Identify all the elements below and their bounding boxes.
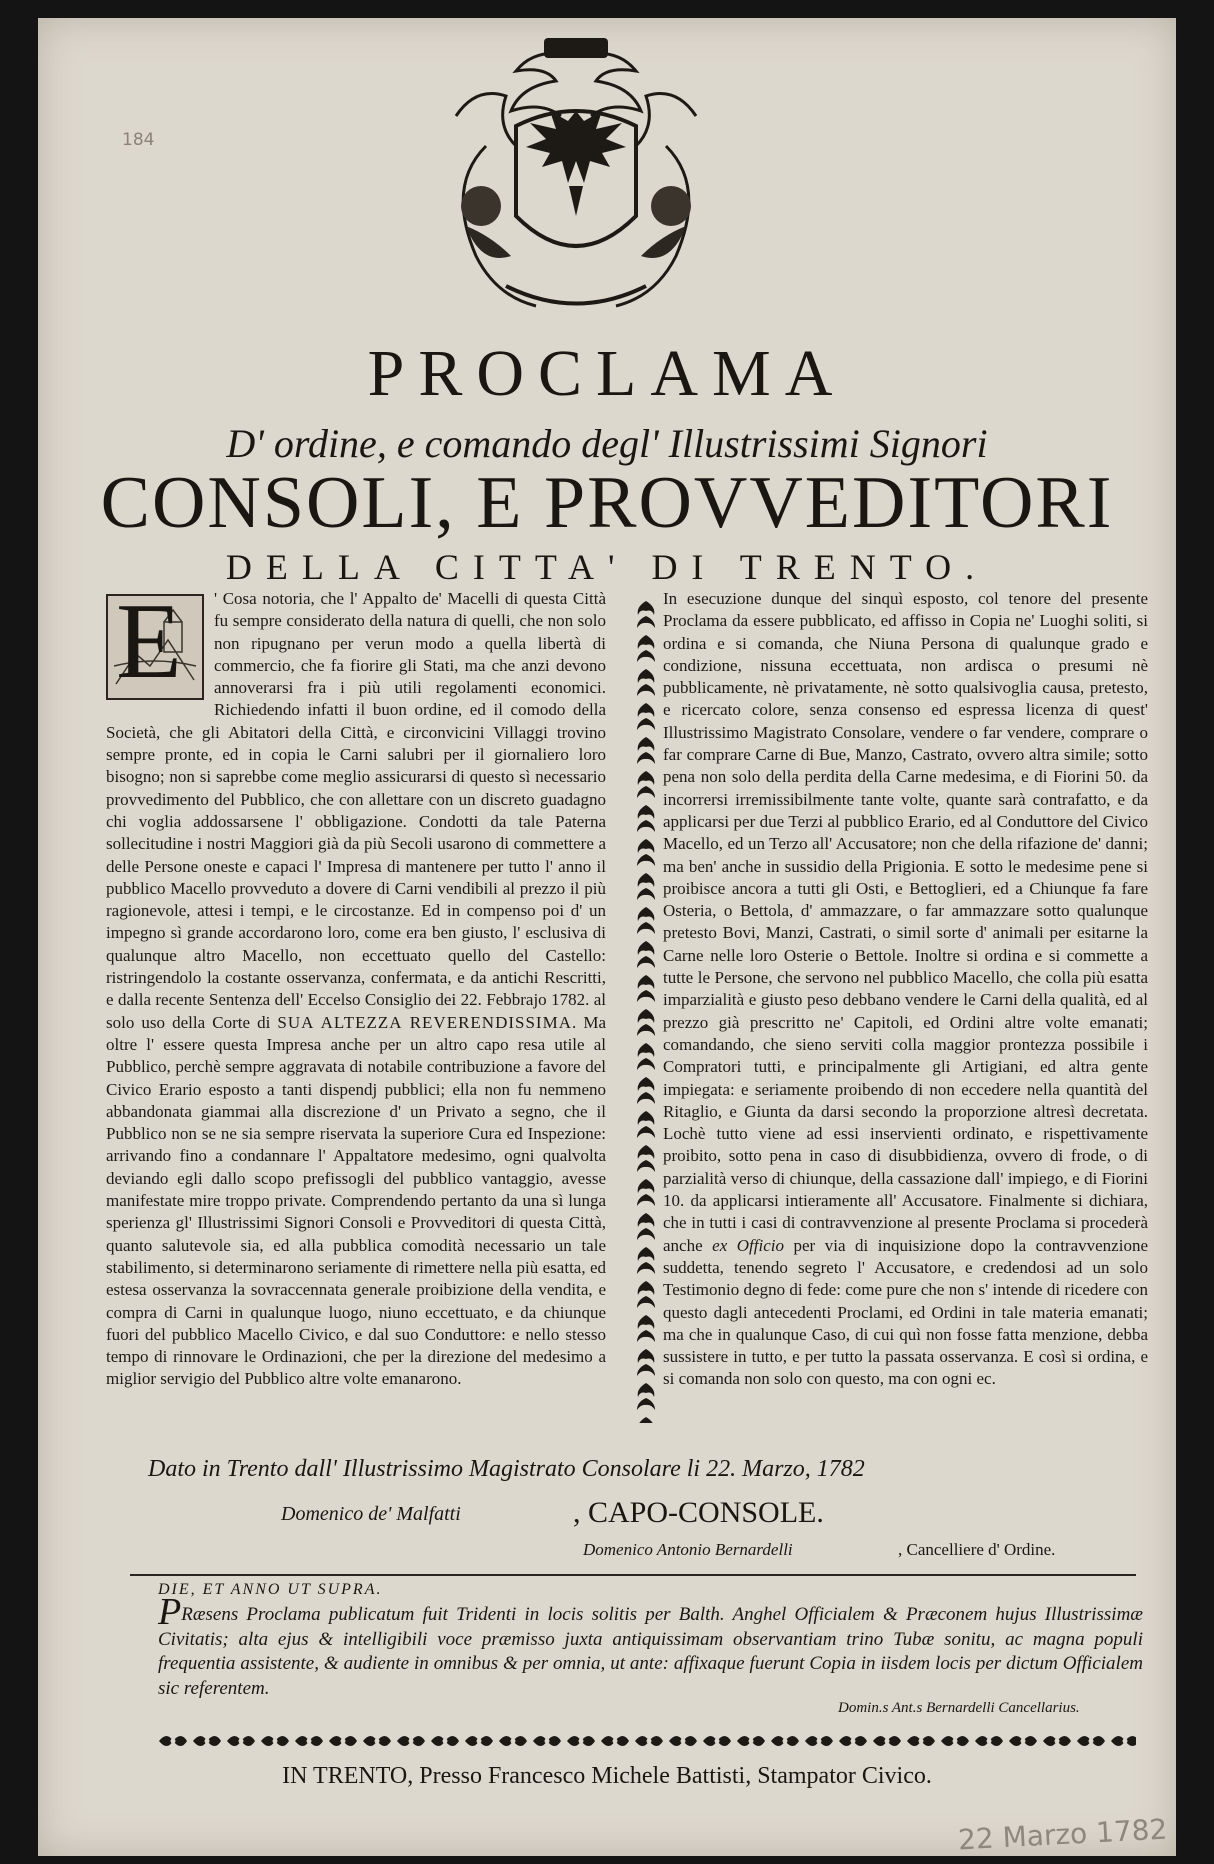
consuls-heading: CONSOLI, E PROVVEDITORI [100, 462, 1114, 544]
dated-line: Dato in Trento dall' Illustrissimo Magistrato Consolare li 22. Marzo, 1782 [148, 1456, 865, 1482]
cancelliere-title: , Cancelliere d' Ordine. [898, 1540, 1056, 1559]
left-rest-paragraph: . Ma oltre l' essere questa Impresa anche per un altro capo resa utile al Pubblico, perchè sempre aggravata di notabile contribuzione a favore del Civico Erario esposto a tanti dispendj pubblici; ella non fu nemmeno abbandonata giammai alla discrezione d' un Privato a segno, che il Pubblico non se ne sia sempre riservata la superiore Cura ed Inspezione: arrivando fino a condannare l' Appaltatore medesimo, ogni qualvolta deviando egli dallo scopo prefissogli del pubblico vantaggio, avesse manifestate mire troppo private. Comprendendo pertanto da una sì lunga sperienza gl' Illustrissimi Signori Consoli e Provveditori di questa Città, quanto salutevole sia, ed alla pubblica comodità necessario un tale stabilimento, si determinarono seriamente di rimettere nella più esatta, ed estesa osservanza la sovraccennata generale proibizione della vendita, e compra di Carni in qualunque luogo, niuno eccettuato, e da chiunque fuori del pubblico Macello Civico, e dal suo Conduttore: e nello stesso tempo di rinnovare le Ordinazioni, che per la direzione del medesimo a miglior servigio del Pubblico altre volte emanarono. [106, 1012, 606, 1389]
right-italic-phrase: ex Officio [712, 1235, 784, 1255]
latin-text: Ræsens Proclama publicatum fuit Tridenti in locis solitis per Balth. Anghel Officialem & Præconem hujus Illustrissimæ Civitatis; alta ejus & intelligibili voce præmisso juxta antiquissimam observantiam trino Tubæ sonitu, ac magna populi frequentia assistente, & audiente in omnibus & per omnia, ut ante: affixaque fuerunt Copia in iisdem locis per dictum Officialem sic referentem. [158, 1604, 1143, 1699]
proclamation-sheet [38, 18, 1176, 1856]
city-heading: DELLA CITTA' DI TRENTO. [225, 547, 989, 587]
illuminated-initial [106, 594, 204, 700]
printer-imprint: IN TRENTO, Presso Francesco Michele Battisti, Stampator Civico. [282, 1763, 932, 1789]
section-divider [130, 1574, 1136, 1576]
left-column-text [106, 588, 606, 1428]
signature-bernardelli: Domenico Antonio Bernardelli [583, 1540, 793, 1559]
dropcap-letter: E [116, 594, 182, 700]
right-paragraph-a: In esecuzione dunque del sinquì esposto, col tenore del presente Proclama da essere pubblicato, ed affisso in Copia ne' Luoghi soliti, si ordina e si comanda, che Niuna Persona di qualunque grado e condizione, nissuna eccettuata, non ardisca o presumi nè pubblicamente, nè privatamente, nè sotto qualsivoglia causa, pretesto, e ricercato colore, senza consenso ed espressa licenza di quest' Illustrissimo Magistrato Consolare, vendere o far vendere, comprare o far comprare Carne di Bue, Manzo, Castrato, ovvero altra simile; sotto pena non solo della perdita della Carne medesima, e di Fiorini 50. da incorrersi irremissibilmente tante volte, quante sarà contrafatto, e da applicarsi per due Terzi al pubblico Erario, ed al Conduttore del Civico Macello, ed un Terzo all' Accusatore; non che della rifazione de' danni; ma ben' anche in sussidio della Prigionia. E sotto le medesime pene si proibisce ancora a tutti gli Osti, e Bettoglieri, ed a Chiunque fa fare Osteria, o Bettola, d' ammazzare, o far ammazzare sotto qualunque pretesto Bovi, Manzi, Castrati, o simil sorte d' animali per esitarne la Carne nelle loro Osterie o Bettole. Inoltre si ordina e si commette a tutte le Persone, che servono nel pubblico Macello, che colla più esatta imparzialità e giusto peso debbano vendere le Carni della qualità, ed al prezzo già prescritto ne' Capitoli, ed Ordini altre volte emanati; comandando, che sieno serviti colla maggior prontezza possibile i Compratori tutti, e principalmente gli Artigiani, ed altra gente impiegata: e seriamente proibendo di non eccedere nella quantità del Ritaglio, e Giunta da darsi secondo la proporzione altresì decretata. Lochè tutto viene ad essi inservienti ordinato, e rispettivamente proibito, sotto pena in caso di disubbidienza, ovvero di frode, o di parzialità verso di chiunque, della cassazione dall' impiego, e di Fiorini 10. da applicarsi intieramente all' Accusatore. Finalmente si dichiara, che in tutti i casi di contravvenzione al presente Proclama si procederà anche [663, 589, 1148, 1255]
right-column-text [663, 588, 1148, 1428]
signature-malfatti: Domenico de' Malfatti [281, 1503, 461, 1525]
order-subtitle: D' ordine, e comando degl' Illustrissimi Signori [226, 421, 988, 466]
left-caps-phrase: SUA ALTEZZA REVERENDISSIMA [277, 1012, 572, 1032]
left-lead-paragraph: ' Cosa notoria, che l' Appalto de' Macelli di questa Città fu sempre considerato della natura di quelli, che non solo non ripugnano per verun modo a quella libertà di commercio, che fa fiorire gli Stati, ma che anzi devono annoverarsi fra i più utili regolamenti economici. Richiedendo infatti il buon ordine, ed il comodo della Società, che gli Abitatori della Città, e circonvicini Villaggi trovino sempre pronte, ed in copia le Carni salubri per il giornaliero loro bisogno; non si saprebbe come meglio assicurarsi di questo sì necessario provvedimento del Pubblico, che con allettare con un discreto guadagno chi voglia addossarsene l' obbligazione. Condotti da tale Paterna sollecitudine i nostri Maggiori già da più Secoli usarono di commettere a delle Persone oneste e capaci l' Impresa di mantenere per tutto l' anno il pubblico Macello provveduto a dovere di Carni vendibili al prezzo il più ragionevole, attesi i tempi, e le circostanze. Ed in compenso poi d' un impegno sì grande accordarono loro, come era ben giusto, l' esclusiva di qualunque altro Macello, non eccettuato quello del Castello: ristringendolo la costante osservanza, confermata, e da antichi Rescritti, e dalla recente Sentenza dell' Eccelso Consiglio dei 22. Febbrajo 1782. al solo uso della Corte di [106, 589, 606, 1032]
right-paragraph-b: per via di inquisizione dopo la contravvenzione suddetta, tenendo segreto l' Accusatore, e credendosi ad un solo Testimonio degno di fede: come pure che non s' intende di ricedere con questo dagli antecedenti Proclami, ed Ordini in tale materia emanati; ma che in qualunque Caso, di cui quì non fosse fatta menzione, debba sussistere in tutto, e per tutto la passata osservanza. E così si ordina, e si comanda non solo con questo, ma con ogni ec. [663, 1235, 1148, 1389]
latin-initial: P [158, 1591, 182, 1633]
chancellor-signature: Domin.s Ant.s Bernardelli Cancellarius. [838, 1700, 1080, 1716]
capo-console-title: , CAPO-CONSOLE. [573, 1496, 824, 1529]
die-et-anno-line: DIE, ET ANNO UT SUPRA. [158, 1581, 383, 1598]
folio-number: 184 [122, 130, 155, 150]
latin-attestation [158, 1591, 1143, 1701]
proclama-title: PROCLAMA [367, 337, 847, 410]
printer-ornament-bar [156, 1730, 1136, 1752]
column-divider-ornament [633, 598, 659, 1423]
coat-of-arms-eagle-icon [426, 36, 726, 318]
handwritten-date-note: 22 Marzo 1782 [957, 1812, 1169, 1856]
